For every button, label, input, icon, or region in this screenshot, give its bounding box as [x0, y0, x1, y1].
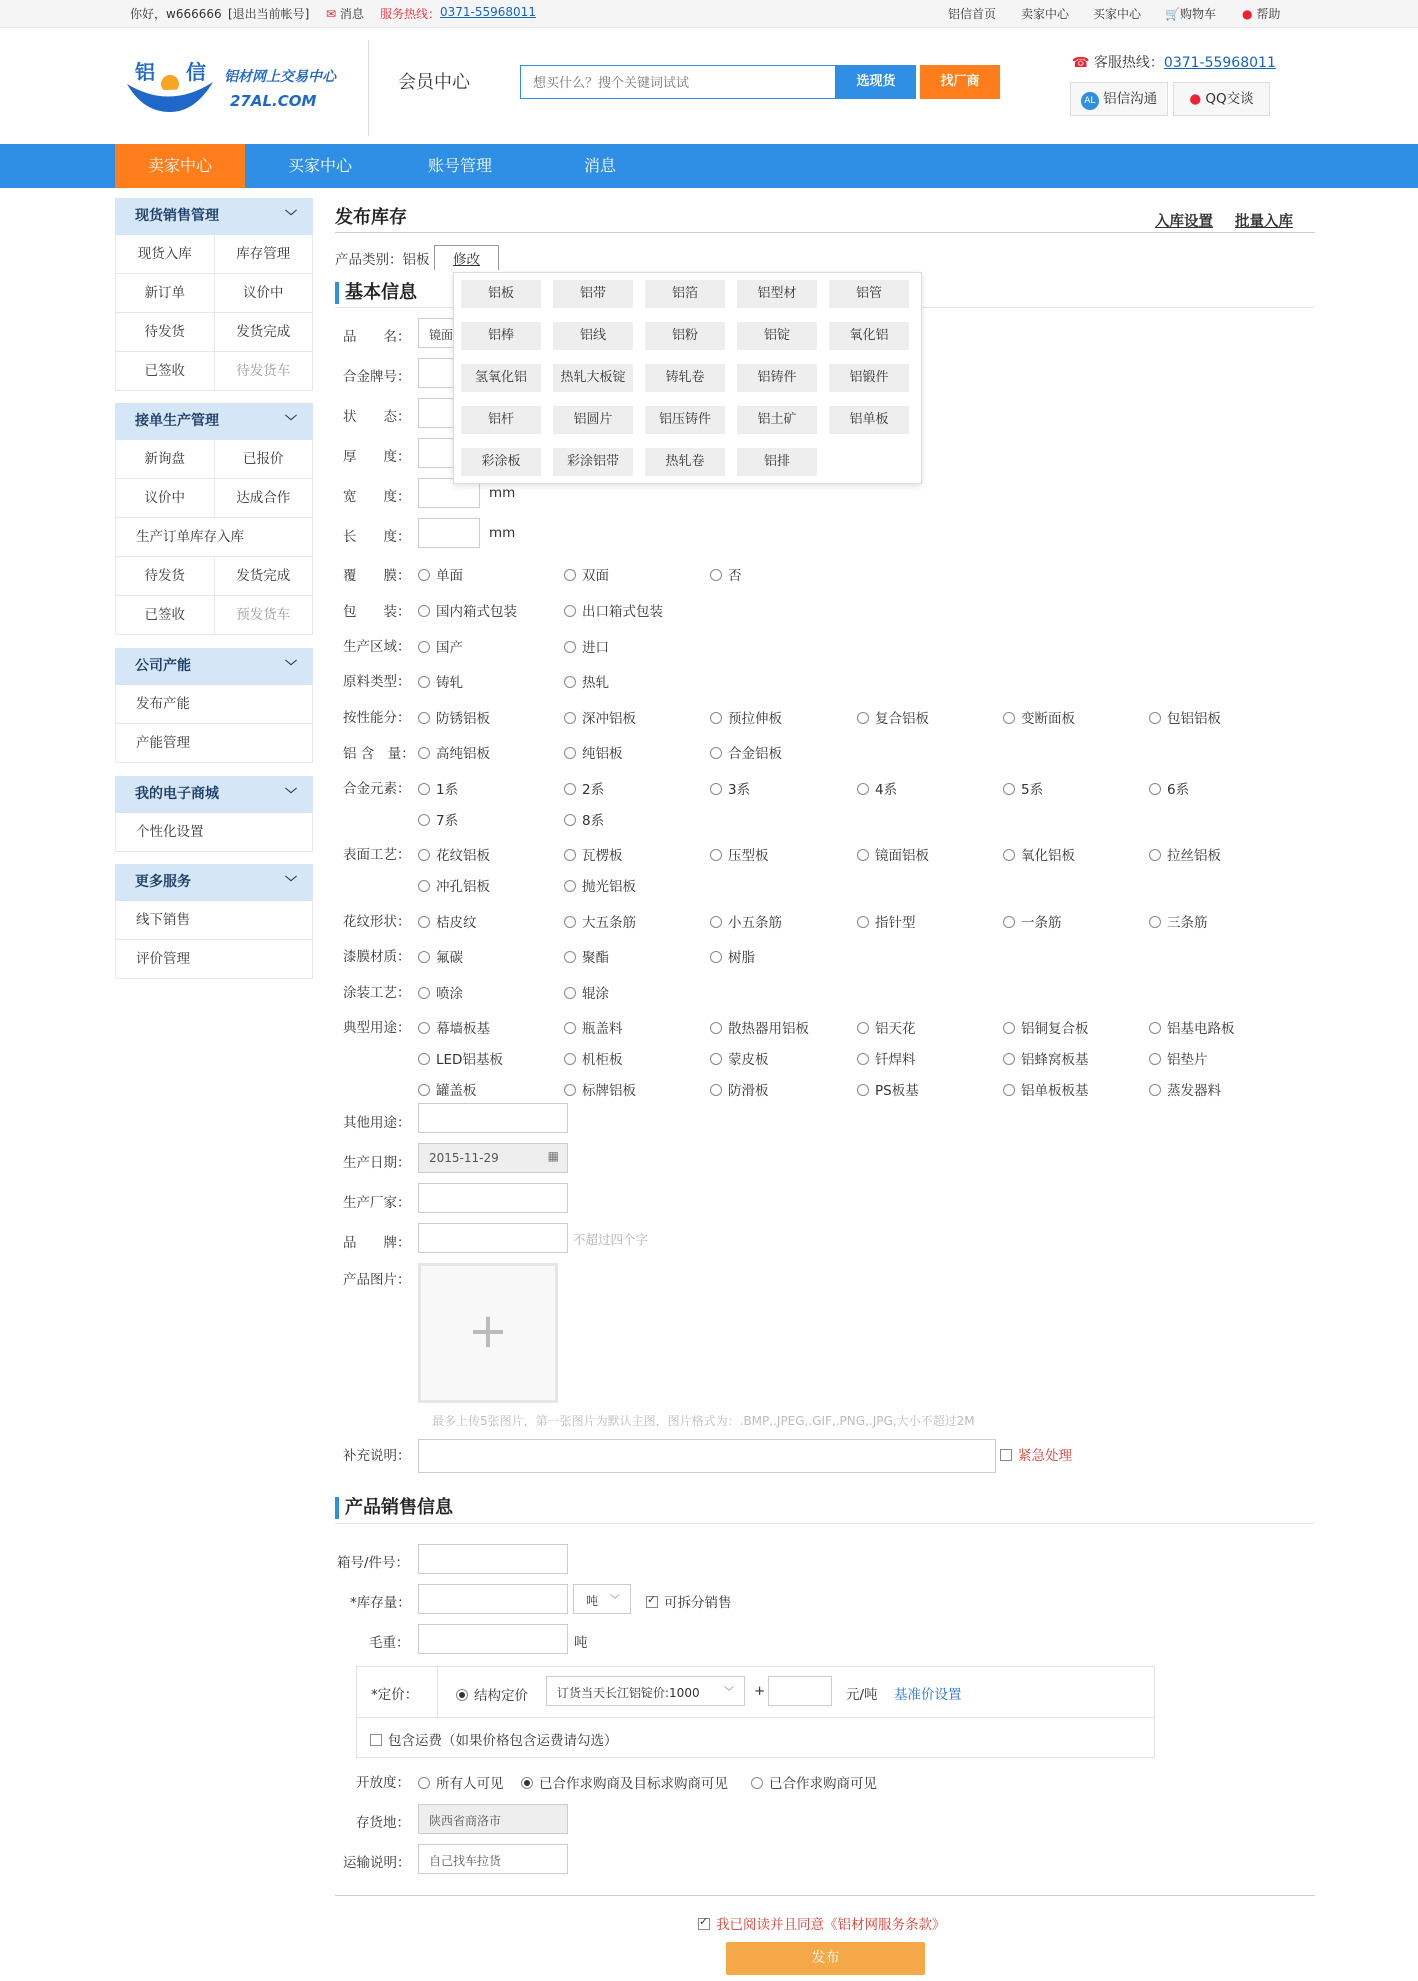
category-option[interactable]: 彩涂板: [461, 448, 541, 476]
find-factory-button[interactable]: 找厂商: [920, 65, 1000, 99]
radio-option[interactable]: 防滑板: [710, 1079, 769, 1099]
category-option[interactable]: 铝棒: [461, 322, 541, 350]
chevron-down-icon: ﹀: [724, 1687, 734, 1698]
sidebar-item[interactable]: 议价中: [214, 274, 313, 312]
sidebar-item[interactable]: 已报价: [214, 440, 313, 478]
category-option[interactable]: 铝单板: [829, 406, 909, 434]
sidebar-item[interactable]: 现货入库: [137, 246, 192, 262]
help-icon: ●: [1242, 7, 1253, 21]
radio-option[interactable]: 2系: [564, 778, 604, 798]
transport-input[interactable]: 自己找车拉货: [418, 1844, 568, 1874]
radio-option[interactable]: PS板基: [857, 1079, 919, 1099]
urgent-checkbox[interactable]: 紧急处理: [1000, 1444, 1072, 1464]
qq-button[interactable]: ● QQ交谈: [1173, 82, 1270, 116]
top-link-home[interactable]: 铝信首页: [948, 7, 997, 21]
sidebar-item[interactable]: 发布产能: [136, 696, 190, 712]
radio-option[interactable]: 铝基电路板: [1149, 1017, 1235, 1037]
chat-button[interactable]: AL 铝信沟通: [1070, 82, 1168, 116]
sidebar-group-production: [115, 403, 313, 635]
batch-stock-link[interactable]: 批量入库: [1235, 214, 1293, 230]
nav-buyer-center[interactable]: 买家中心: [287, 156, 352, 175]
radio-option[interactable]: 铝垫片: [1149, 1048, 1208, 1068]
price-base-select[interactable]: 订货当天长江铝锭价:1000 ﹀: [546, 1676, 745, 1706]
divider: [437, 1667, 438, 1717]
search-button[interactable]: 选现货: [836, 65, 916, 99]
perf-label: 按性能分：: [343, 710, 411, 726]
gross-label: 毛重：: [369, 1635, 410, 1651]
logo-url: 27AL.COM: [230, 92, 317, 110]
radio-option[interactable]: 高纯铝板: [418, 742, 490, 762]
category-option[interactable]: 铝线: [553, 322, 633, 350]
category-option[interactable]: 热轧大板锭: [553, 364, 633, 392]
category-option[interactable]: 铝锻件: [829, 364, 909, 392]
remark-label: 补充说明：: [343, 1448, 411, 1464]
box-input[interactable]: [418, 1544, 568, 1574]
storage-input[interactable]: 陕西省商洛市: [418, 1804, 568, 1834]
base-price-link[interactable]: 基准价设置: [894, 1687, 962, 1703]
radio-option[interactable]: LED铝基板: [418, 1048, 503, 1068]
sidebar-item[interactable]: 待发货车: [214, 352, 313, 390]
element-label: 合金元素：: [343, 781, 411, 797]
open-radio-partners[interactable]: 已合作求购商可见: [751, 1772, 877, 1792]
radio-option[interactable]: 5系: [1003, 778, 1043, 798]
radio-option[interactable]: 瓦楞板: [564, 844, 623, 864]
cart-icon: 🛒: [1165, 7, 1180, 21]
category-option[interactable]: 铝管: [829, 280, 909, 308]
category-option[interactable]: 铝杆: [461, 406, 541, 434]
sidebar-item[interactable]: 达成合作: [214, 479, 313, 517]
freight-checkbox[interactable]: 包含运费（如果价格包含运费请勾选）: [370, 1729, 618, 1749]
basic-info-title: 基本信息: [335, 282, 417, 304]
sidebar-item[interactable]: 发货完成: [214, 557, 313, 595]
category-option[interactable]: 铝锭: [737, 322, 817, 350]
logo-tagline: 铝材网上交易中心: [224, 69, 336, 85]
stock-label: *库存量：: [350, 1595, 411, 1611]
splittable-checkbox[interactable]: ✓ 可拆分销售: [646, 1591, 732, 1611]
sidebar-header[interactable]: 更多服务 ﹀: [115, 864, 313, 901]
logo-text: 铝 信: [135, 60, 218, 84]
category-option[interactable]: 铝圆片: [553, 406, 633, 434]
category-option[interactable]: 铝排: [737, 448, 817, 476]
chevron-down-icon: ﹀: [284, 787, 297, 801]
stock-settings-link[interactable]: 入库设置: [1155, 214, 1213, 230]
top-link-help[interactable]: ● 帮助: [1242, 7, 1281, 21]
state-label: 状 态：: [343, 409, 411, 425]
radio-option[interactable]: 铝天花: [857, 1017, 916, 1037]
width-unit: mm: [489, 485, 516, 501]
brand-hint: 不超过四个字: [573, 1232, 649, 1247]
radio-option[interactable]: 幕墙板基: [418, 1017, 490, 1037]
radio-option[interactable]: 辊涂: [564, 982, 609, 1002]
width-label: 宽 度：: [343, 489, 411, 505]
top-bar: [0, 0, 1418, 28]
maker-label: 生产厂家：: [343, 1195, 411, 1211]
nav-messages[interactable]: 消息: [583, 156, 616, 175]
remark-input[interactable]: [418, 1439, 996, 1473]
alloy-label: 合金牌号：: [343, 369, 411, 385]
radio-option[interactable]: 纯铝板: [564, 742, 623, 762]
header-divider: [368, 40, 369, 136]
category-label: 产品类别：铝板: [335, 252, 430, 268]
radio-option[interactable]: 瓶盖料: [564, 1017, 623, 1037]
radio-option[interactable]: 散热器用铝板: [710, 1017, 809, 1037]
category-option[interactable]: 铝型材: [737, 280, 817, 308]
sidebar-item[interactable]: 待发货: [144, 324, 185, 340]
radio-option[interactable]: 蒸发器料: [1149, 1079, 1221, 1099]
open-radio-partners-targets[interactable]: 已合作求购商及目标求购商可见: [521, 1772, 728, 1792]
radio-option[interactable]: 铝铜复合板: [1003, 1017, 1089, 1037]
greeting: 你好，w666666: [130, 7, 222, 21]
radio-option[interactable]: 铸轧: [418, 671, 463, 691]
sidebar-group-mall: [115, 776, 313, 852]
sidebar-header[interactable]: 公司产能 ﹀: [115, 648, 313, 685]
storage-label: 存货地：: [356, 1815, 410, 1831]
sidebar-header[interactable]: 现货销售管理 ﹀: [115, 198, 313, 235]
radio-option[interactable]: 冲孔铝板: [418, 875, 490, 895]
radio-option[interactable]: 6系: [1149, 778, 1189, 798]
pattern-label: 花纹形状：: [343, 914, 411, 930]
region-label: 生产区域：: [343, 639, 411, 655]
category-edit-link[interactable]: 修改: [434, 245, 499, 270]
chevron-down-icon: ﹀: [284, 659, 297, 673]
radio-option[interactable]: 复合铝板: [857, 707, 929, 727]
radio-option[interactable]: 拉丝铝板: [1149, 844, 1221, 864]
category-option[interactable]: 热轧卷: [645, 448, 725, 476]
category-popup: [453, 272, 922, 484]
nav-account[interactable]: 账号管理: [427, 156, 492, 175]
sidebar-item[interactable]: 产能管理: [136, 735, 190, 751]
price-panel: [356, 1666, 1155, 1758]
length-input[interactable]: [418, 518, 480, 548]
service-phone[interactable]: 0371-55968011: [1163, 55, 1276, 71]
page-title: 发布库存: [335, 207, 407, 228]
search-input[interactable]: [521, 66, 835, 98]
sidebar-item[interactable]: 议价中: [144, 490, 185, 506]
main-nav: [0, 144, 1418, 188]
category-option[interactable]: 铝带: [553, 280, 633, 308]
radio-option[interactable]: 铝蜂窝板基: [1003, 1048, 1089, 1068]
divider: [335, 1895, 1315, 1896]
radio-option[interactable]: 深冲铝板: [564, 707, 636, 727]
title-divider: [335, 232, 1315, 233]
category-option[interactable]: 铝土矿: [737, 406, 817, 434]
brand-input[interactable]: [418, 1223, 568, 1253]
thickness-label: 厚 度：: [343, 449, 411, 465]
top-link-cart[interactable]: 🛒购物车: [1165, 7, 1216, 21]
publish-button[interactable]: 发布: [726, 1942, 925, 1975]
radio-option[interactable]: 三条筋: [1149, 911, 1208, 931]
sidebar-group-more: [115, 864, 313, 979]
radio-option[interactable]: 国内箱式包装: [418, 600, 517, 620]
price-label: *定价：: [371, 1687, 419, 1703]
radio-option[interactable]: 7系: [418, 809, 458, 829]
usage-label: 典型用途：: [343, 1020, 411, 1036]
divider: [357, 1717, 1154, 1718]
radio-option[interactable]: 桔皮纹: [418, 911, 477, 931]
sidebar-item[interactable]: 新订单: [144, 285, 185, 301]
radio-option[interactable]: 大五条筋: [564, 911, 636, 931]
stock-unit-select[interactable]: 吨 ﹀: [573, 1584, 631, 1614]
chevron-down-icon: ﹀: [284, 209, 297, 223]
qq-icon: ●: [1189, 91, 1202, 107]
divider: [335, 1523, 1315, 1524]
nav-seller-center[interactable]: 卖家中心: [115, 144, 245, 188]
radio-option[interactable]: 罐盖板: [418, 1079, 477, 1099]
category-option[interactable]: 铝压铸件: [645, 406, 725, 434]
radio-option[interactable]: 3系: [710, 778, 750, 798]
radio-option[interactable]: 合金铝板: [710, 742, 782, 762]
name-input[interactable]: 镜面: [418, 318, 480, 348]
radio-option[interactable]: 机柜板: [564, 1048, 623, 1068]
sidebar-group-stock: [115, 198, 313, 391]
sales-info-title: 产品销售信息: [335, 1497, 453, 1519]
add-image-button[interactable]: +: [418, 1263, 558, 1403]
radio-option[interactable]: 标牌铝板: [564, 1079, 636, 1099]
agree-checkbox[interactable]: ✓我已阅读并且同意《铝材网服务条款》: [698, 1913, 946, 1933]
radio-option[interactable]: 钎焊料: [857, 1048, 916, 1068]
radio-option[interactable]: 进口: [564, 636, 609, 656]
radio-option[interactable]: 抛光铝板: [564, 875, 636, 895]
sidebar-header[interactable]: 我的电子商城 ﹀: [115, 776, 313, 813]
price-add-input[interactable]: [768, 1676, 832, 1706]
sidebar-item[interactable]: 个性化设置: [136, 824, 204, 840]
radio-option[interactable]: 变断面板: [1003, 707, 1075, 727]
messages-link[interactable]: ✉ 消息: [326, 7, 364, 21]
category-option[interactable]: 铝铸件: [737, 364, 817, 392]
category-option[interactable]: 铝板: [461, 280, 541, 308]
sidebar-item[interactable]: 预发货车: [214, 596, 313, 634]
raw-label: 原料类型：: [343, 674, 411, 690]
radio-option[interactable]: 一条筋: [1003, 911, 1062, 931]
sidebar-item[interactable]: 已签收: [144, 363, 185, 379]
sidebar-item[interactable]: 生产订单库存入库: [136, 529, 244, 545]
images-label: 产品图片：: [343, 1272, 411, 1288]
price-mode-radio[interactable]: 结构定价: [456, 1684, 528, 1704]
surface-label: 表面工艺：: [343, 847, 411, 863]
radio-option[interactable]: 双面: [564, 564, 609, 584]
film-label: 覆 膜：: [343, 568, 411, 584]
chevron-down-icon: ﹀: [284, 414, 297, 428]
category-option[interactable]: 氢氧化铝: [461, 364, 541, 392]
chevron-down-icon: ﹀: [610, 1595, 620, 1606]
mail-icon: ✉: [326, 7, 337, 21]
price-unit: 元/吨: [846, 1687, 878, 1703]
pack-label: 包 装：: [343, 604, 411, 620]
date-label: 生产日期：: [343, 1155, 411, 1171]
hotline-label: 服务热线：: [380, 7, 441, 21]
chevron-down-icon: ﹀: [284, 875, 297, 889]
radio-option[interactable]: 氧化铝板: [1003, 844, 1075, 864]
member-center-title: 会员中心: [398, 72, 470, 93]
radio-option[interactable]: 4系: [857, 778, 897, 798]
radio-option[interactable]: 防锈铝板: [418, 707, 490, 727]
chat-icon: AL: [1081, 92, 1099, 110]
category-option[interactable]: 氧化铝: [829, 322, 909, 350]
open-label: 开放度：: [356, 1775, 410, 1791]
sidebar-item[interactable]: 评价管理: [136, 951, 190, 967]
brand-label: 品 牌：: [343, 1235, 411, 1251]
box-label: 箱号/件号：: [337, 1555, 410, 1571]
category-option[interactable]: 铝粉: [645, 322, 725, 350]
date-input[interactable]: 2015-11-29 ▦: [418, 1143, 568, 1173]
radio-option[interactable]: 单面: [418, 564, 463, 584]
logout-link[interactable]: [退出当前帐号]: [228, 7, 310, 21]
header: [0, 28, 1418, 144]
image-hint: 最多上传5张图片，第一张图片为默认主图，图片格式为：.BMP,.JPEG,.GIF,.PNG,.JPG,大小不超过2M: [432, 1414, 975, 1428]
category-option[interactable]: 铝箔: [645, 280, 725, 308]
other-usage-input[interactable]: [418, 1103, 568, 1133]
length-unit: mm: [489, 525, 516, 541]
sidebar-item[interactable]: 待发货: [144, 568, 185, 584]
coating-label: 涂装工艺：: [343, 985, 411, 1001]
phone-icon: ☎: [1072, 55, 1090, 71]
stock-input[interactable]: [418, 1584, 568, 1614]
service-hotline: ☎ 客服热线：0371-55968011: [1072, 55, 1276, 71]
radio-option[interactable]: 包铝铝板: [1149, 707, 1221, 727]
maker-input[interactable]: [418, 1183, 568, 1213]
gross-input[interactable]: [418, 1624, 568, 1654]
name-label: 品 名：: [343, 329, 411, 345]
length-label: 长 度：: [343, 529, 411, 545]
radio-option[interactable]: 树脂: [710, 946, 755, 966]
radio-option[interactable]: 8系: [564, 809, 604, 829]
content-label: 铝 含 量：: [343, 746, 415, 762]
radio-option[interactable]: 蒙皮板: [710, 1048, 769, 1068]
other-usage-label: 其他用途：: [343, 1115, 411, 1131]
calendar-icon: ▦: [547, 1149, 559, 1163]
hotline-number[interactable]: 0371-55968011: [440, 5, 536, 19]
radio-option[interactable]: 镜面铝板: [857, 844, 929, 864]
radio-option[interactable]: 氟碳: [418, 946, 463, 966]
sidebar-item[interactable]: 库存管理: [214, 235, 313, 273]
sidebar-item[interactable]: 线下销售: [136, 912, 190, 928]
sidebar-item[interactable]: 发货完成: [214, 313, 313, 351]
radio-option[interactable]: 国产: [418, 636, 463, 656]
radio-option[interactable]: 压型板: [710, 844, 769, 864]
radio-option[interactable]: 出口箱式包装: [564, 600, 663, 620]
radio-option[interactable]: 1系: [418, 778, 458, 798]
transport-label: 运输说明：: [343, 1855, 411, 1871]
radio-option[interactable]: 热轧: [564, 671, 609, 691]
radio-option[interactable]: 指针型: [857, 911, 916, 931]
radio-option[interactable]: 否: [710, 564, 742, 584]
sidebar-item[interactable]: 新询盘: [144, 451, 185, 467]
sidebar-item[interactable]: 已签收: [144, 607, 185, 623]
open-radio-all[interactable]: 所有人可见: [418, 1772, 504, 1792]
paint-label: 漆膜材质：: [343, 949, 411, 965]
category-option[interactable]: 铸轧卷: [645, 364, 725, 392]
top-link-buyer[interactable]: 买家中心: [1093, 7, 1142, 21]
radio-option[interactable]: 喷涂: [418, 982, 463, 1002]
category-option[interactable]: 彩涂铝带: [553, 448, 633, 476]
sidebar-group-capacity: [115, 648, 313, 763]
radio-option[interactable]: 铝单板板基: [1003, 1079, 1089, 1099]
radio-option[interactable]: 预拉伸板: [710, 707, 782, 727]
top-link-seller[interactable]: 卖家中心: [1021, 7, 1070, 21]
sidebar-header[interactable]: 接单生产管理 ﹀: [115, 403, 313, 440]
radio-option[interactable]: 聚酯: [564, 946, 609, 966]
gross-unit: 吨: [574, 1635, 588, 1651]
plus-sign: +: [754, 1683, 766, 1699]
radio-option[interactable]: 小五条筋: [710, 911, 782, 931]
radio-option[interactable]: 花纹铝板: [418, 844, 490, 864]
